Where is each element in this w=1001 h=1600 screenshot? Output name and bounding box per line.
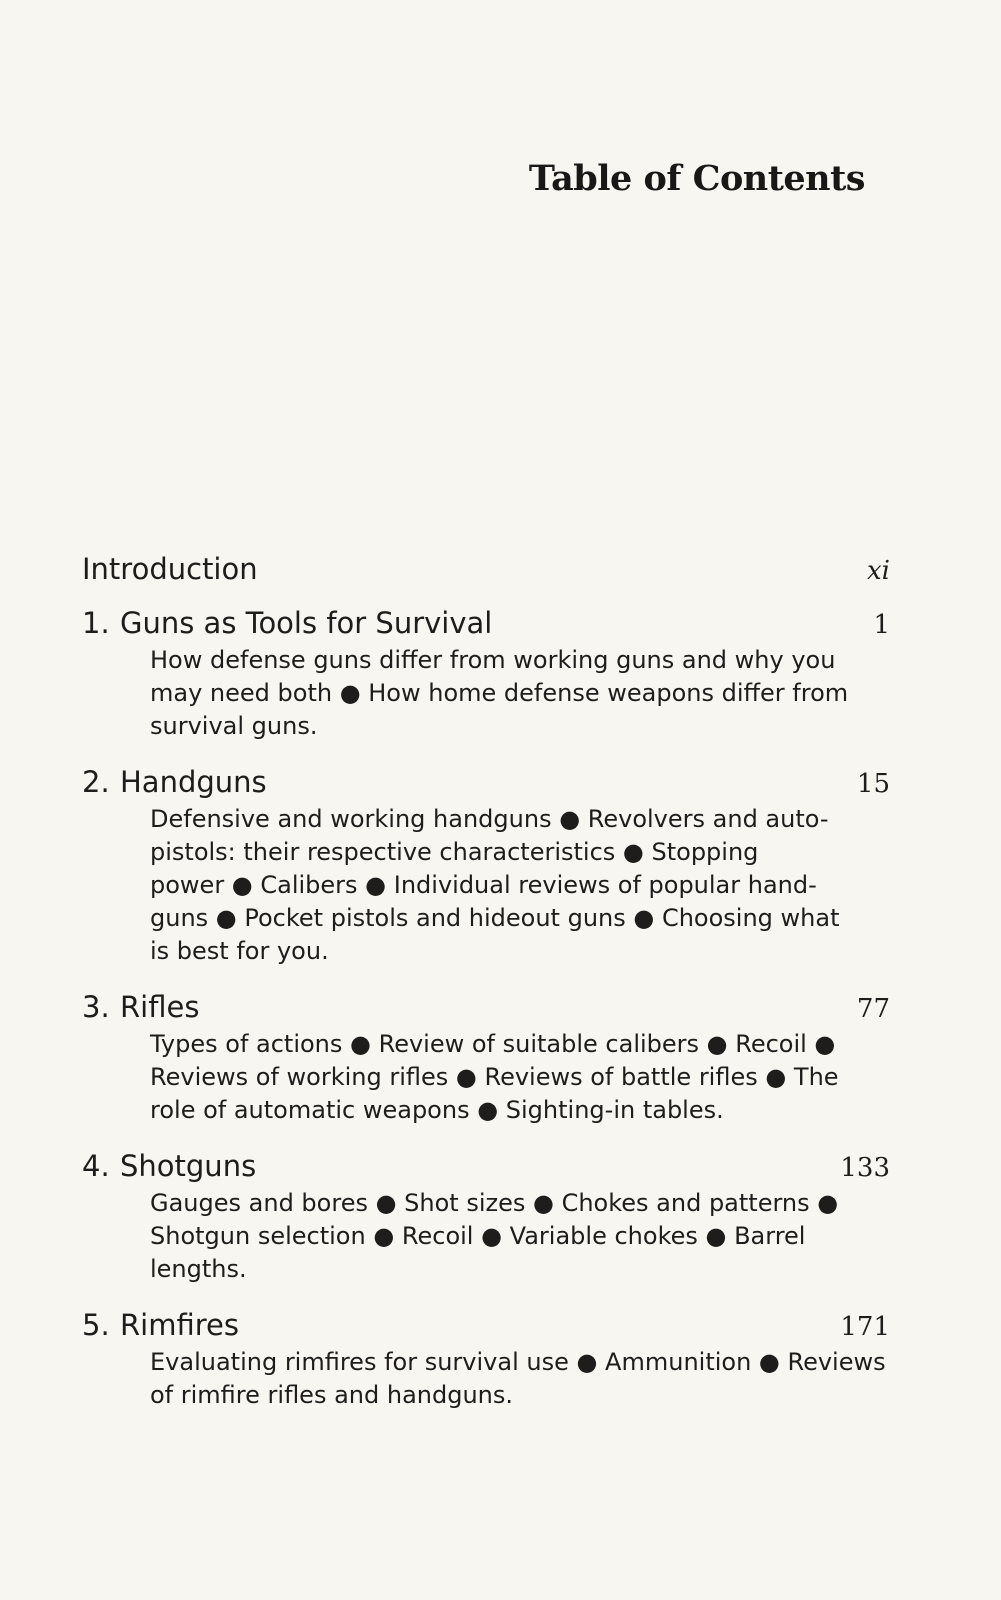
toc-list: [82, 552, 890, 1434]
chapter-heading: [82, 1149, 256, 1183]
toc-entry-chapter-4: [82, 1149, 890, 1286]
chapter-number: 4.: [82, 1149, 110, 1183]
chapter-title: Guns as Tools for Survival: [120, 606, 493, 640]
chapter-page-number: 15: [856, 769, 890, 799]
toc-entry-introduction: [82, 552, 890, 586]
toc-entry-chapter-2: [82, 765, 890, 968]
chapter-description: Defensive and working handguns ● Revolvers and auto- pistols: their respective characteristics ● Stopping power ● Calibers ● Individual reviews of popular hand- guns ● Pocket pistols and hideout guns ● Choosing what is best for you.: [150, 805, 840, 965]
entry-page-number: xi: [867, 556, 890, 586]
entry-title: Introduction: [82, 552, 258, 586]
chapter-number: 3.: [82, 990, 110, 1024]
toc-entry-chapter-1: [82, 606, 890, 743]
chapter-title: Shotguns: [120, 1149, 257, 1183]
chapter-description: How defense guns differ from working guns and why you may need both ● How home defense weapons differ from survival guns.: [150, 646, 849, 740]
chapter-page-number: 171: [840, 1312, 890, 1342]
chapter-description: Gauges and bores ● Shot sizes ● Chokes and patterns ● Shotgun selection ● Recoil ● Variable chokes ● Barrel lengths.: [150, 1189, 839, 1283]
chapter-page-number: 77: [856, 994, 890, 1024]
chapter-page-number: 133: [840, 1153, 890, 1183]
chapter-heading: [82, 765, 267, 799]
chapter-heading: [82, 1308, 239, 1342]
chapter-heading: [82, 606, 492, 640]
chapter-heading: [82, 990, 199, 1024]
chapter-description: Evaluating rimfires for survival use ● Ammunition ● Reviews of rimfire rifles and handguns.: [150, 1348, 886, 1409]
chapter-page-number: 1: [873, 610, 890, 640]
chapter-number: 2.: [82, 765, 110, 799]
toc-entry-chapter-3: [82, 990, 890, 1127]
page-title: Table of Contents: [528, 158, 865, 199]
chapter-description: Types of actions ● Review of suitable calibers ● Recoil ● Reviews of working rifles ● Reviews of battle rifles ● The role of automatic weapons ● Sighting-in tables.: [150, 1030, 839, 1124]
chapter-number: 1.: [82, 606, 110, 640]
chapter-title: Rifles: [120, 990, 200, 1024]
chapter-number: 5.: [82, 1308, 110, 1342]
chapter-title: Handguns: [120, 765, 267, 799]
toc-entry-chapter-5: [82, 1308, 890, 1412]
chapter-title: Rimfires: [120, 1308, 239, 1342]
